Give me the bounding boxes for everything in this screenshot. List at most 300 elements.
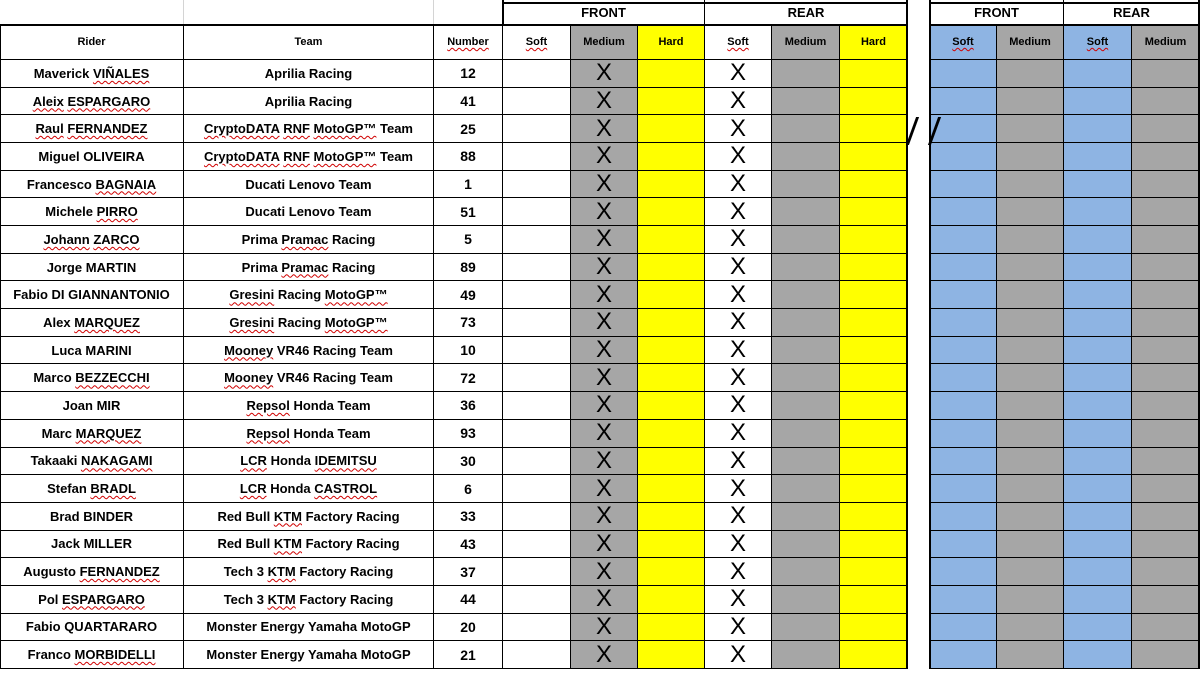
front2-medium-cell[interactable] bbox=[997, 60, 1064, 88]
front2-medium-cell[interactable] bbox=[997, 586, 1064, 614]
rear-medium-cell[interactable] bbox=[772, 60, 840, 88]
front2-soft-cell[interactable] bbox=[930, 88, 997, 116]
team-cell[interactable] bbox=[184, 558, 434, 586]
team-cell[interactable] bbox=[184, 531, 434, 559]
front-hard-cell[interactable] bbox=[638, 143, 705, 171]
rear-medium-cell[interactable] bbox=[772, 475, 840, 503]
rear-soft-cell[interactable] bbox=[705, 143, 772, 171]
team-cell[interactable] bbox=[184, 281, 434, 309]
rider-cell[interactable] bbox=[0, 364, 184, 392]
rear2-medium-cell[interactable] bbox=[1132, 420, 1200, 448]
team-cell[interactable] bbox=[184, 337, 434, 365]
rear-hard-cell[interactable] bbox=[840, 558, 908, 586]
front2-soft-cell[interactable] bbox=[930, 641, 997, 669]
front-hard-cell[interactable] bbox=[638, 586, 705, 614]
front-medium-cell[interactable] bbox=[571, 254, 638, 282]
rear-soft-cell[interactable] bbox=[705, 254, 772, 282]
rear-soft-cell[interactable] bbox=[705, 420, 772, 448]
front-medium-cell[interactable] bbox=[571, 60, 638, 88]
front-medium-cell[interactable] bbox=[571, 171, 638, 199]
number-cell[interactable] bbox=[434, 364, 503, 392]
rear-medium-cell[interactable] bbox=[772, 448, 840, 476]
front-soft-cell[interactable] bbox=[503, 364, 571, 392]
rear-medium-cell[interactable] bbox=[772, 364, 840, 392]
front-medium-cell[interactable] bbox=[571, 115, 638, 143]
front-hard-cell[interactable] bbox=[638, 420, 705, 448]
front2-medium-cell[interactable] bbox=[997, 115, 1064, 143]
number-cell[interactable] bbox=[434, 281, 503, 309]
front2-medium-cell[interactable] bbox=[997, 475, 1064, 503]
rear-medium-cell[interactable] bbox=[772, 143, 840, 171]
front-soft-cell[interactable] bbox=[503, 171, 571, 199]
rear2-medium-cell[interactable] bbox=[1132, 254, 1200, 282]
front-medium-cell[interactable] bbox=[571, 531, 638, 559]
front2-medium-cell[interactable] bbox=[997, 364, 1064, 392]
front2-soft-cell[interactable] bbox=[930, 171, 997, 199]
front-medium-header[interactable] bbox=[571, 25, 638, 60]
rear2-medium-cell[interactable] bbox=[1132, 143, 1200, 171]
front-hard-cell[interactable] bbox=[638, 198, 705, 226]
front-soft-cell[interactable] bbox=[503, 337, 571, 365]
front-medium-cell[interactable] bbox=[571, 226, 638, 254]
rear2-soft-cell[interactable] bbox=[1064, 143, 1132, 171]
front-hard-cell[interactable] bbox=[638, 558, 705, 586]
front2-medium-cell[interactable] bbox=[997, 281, 1064, 309]
rider-cell[interactable] bbox=[0, 337, 184, 365]
front2-medium-cell[interactable] bbox=[997, 309, 1064, 337]
front2-soft-cell[interactable] bbox=[930, 420, 997, 448]
number-cell[interactable] bbox=[434, 558, 503, 586]
front2-soft-cell[interactable] bbox=[930, 337, 997, 365]
rear-medium-header[interactable] bbox=[772, 25, 840, 60]
rear2-medium-cell[interactable] bbox=[1132, 503, 1200, 531]
front2-soft-header[interactable] bbox=[930, 25, 997, 60]
team-cell[interactable] bbox=[184, 309, 434, 337]
rider-cell[interactable] bbox=[0, 392, 184, 420]
rear2-soft-cell[interactable] bbox=[1064, 586, 1132, 614]
rear-hard-cell[interactable] bbox=[840, 420, 908, 448]
rear-hard-cell[interactable] bbox=[840, 392, 908, 420]
rear-medium-cell[interactable] bbox=[772, 281, 840, 309]
front2-soft-cell[interactable] bbox=[930, 586, 997, 614]
rear2-medium-cell[interactable] bbox=[1132, 586, 1200, 614]
front2-medium-cell[interactable] bbox=[997, 420, 1064, 448]
rider-cell[interactable] bbox=[0, 171, 184, 199]
team-cell[interactable] bbox=[184, 171, 434, 199]
front2-soft-cell[interactable] bbox=[930, 364, 997, 392]
number-cell[interactable] bbox=[434, 143, 503, 171]
front2-medium-cell[interactable] bbox=[997, 641, 1064, 669]
front-soft-cell[interactable] bbox=[503, 392, 571, 420]
rear-soft-cell[interactable] bbox=[705, 641, 772, 669]
rear-hard-cell[interactable] bbox=[840, 198, 908, 226]
front2-medium-cell[interactable] bbox=[997, 226, 1064, 254]
front2-soft-cell[interactable] bbox=[930, 503, 997, 531]
front2-medium-cell[interactable] bbox=[997, 531, 1064, 559]
rear-hard-cell[interactable] bbox=[840, 448, 908, 476]
rear-soft-cell[interactable] bbox=[705, 392, 772, 420]
rear2-medium-cell[interactable] bbox=[1132, 115, 1200, 143]
rear-medium-cell[interactable] bbox=[772, 641, 840, 669]
rear2-medium-cell[interactable] bbox=[1132, 364, 1200, 392]
rear2-soft-cell[interactable] bbox=[1064, 254, 1132, 282]
team-cell[interactable] bbox=[184, 392, 434, 420]
front2-soft-cell[interactable] bbox=[930, 558, 997, 586]
front-hard-cell[interactable] bbox=[638, 364, 705, 392]
rear-soft-cell[interactable] bbox=[705, 503, 772, 531]
front-soft-cell[interactable] bbox=[503, 503, 571, 531]
rear-medium-cell[interactable] bbox=[772, 420, 840, 448]
front-hard-cell[interactable] bbox=[638, 115, 705, 143]
front-hard-header[interactable] bbox=[638, 25, 705, 60]
team-column-header[interactable] bbox=[184, 25, 434, 60]
rider-cell[interactable] bbox=[0, 254, 184, 282]
front2-soft-cell[interactable] bbox=[930, 254, 997, 282]
rear2-medium-cell[interactable] bbox=[1132, 281, 1200, 309]
rear-medium-cell[interactable] bbox=[772, 198, 840, 226]
rider-cell[interactable] bbox=[0, 226, 184, 254]
rear-soft-cell[interactable] bbox=[705, 281, 772, 309]
rider-cell[interactable] bbox=[0, 143, 184, 171]
front2-soft-cell[interactable] bbox=[930, 614, 997, 642]
front-soft-cell[interactable] bbox=[503, 420, 571, 448]
rear2-soft-cell[interactable] bbox=[1064, 226, 1132, 254]
rear2-medium-cell[interactable] bbox=[1132, 392, 1200, 420]
rear-hard-cell[interactable] bbox=[840, 531, 908, 559]
number-cell[interactable] bbox=[434, 254, 503, 282]
empty-cell-c1[interactable] bbox=[434, 0, 503, 25]
rear-hard-header[interactable] bbox=[840, 25, 908, 60]
rear2-soft-cell[interactable] bbox=[1064, 420, 1132, 448]
front-soft-cell[interactable] bbox=[503, 254, 571, 282]
number-cell[interactable] bbox=[434, 198, 503, 226]
rear-hard-cell[interactable] bbox=[840, 309, 908, 337]
rear-hard-cell[interactable] bbox=[840, 337, 908, 365]
rear-hard-cell[interactable] bbox=[840, 143, 908, 171]
rear2-medium-cell[interactable] bbox=[1132, 171, 1200, 199]
rider-column-header[interactable] bbox=[0, 25, 184, 60]
front-medium-cell[interactable] bbox=[571, 143, 638, 171]
rear2-soft-cell[interactable] bbox=[1064, 448, 1132, 476]
rear-medium-cell[interactable] bbox=[772, 171, 840, 199]
front2-soft-cell[interactable] bbox=[930, 143, 997, 171]
front2-soft-cell[interactable] bbox=[930, 60, 997, 88]
number-cell[interactable] bbox=[434, 448, 503, 476]
rider-cell[interactable] bbox=[0, 641, 184, 669]
rear2-soft-cell[interactable] bbox=[1064, 171, 1132, 199]
front-soft-cell[interactable] bbox=[503, 531, 571, 559]
front-soft-cell[interactable] bbox=[503, 558, 571, 586]
rider-cell[interactable] bbox=[0, 309, 184, 337]
front2-soft-cell[interactable] bbox=[930, 198, 997, 226]
number-cell[interactable] bbox=[434, 226, 503, 254]
front2-medium-cell[interactable] bbox=[997, 143, 1064, 171]
number-cell[interactable] bbox=[434, 420, 503, 448]
rear-soft-cell[interactable] bbox=[705, 558, 772, 586]
rider-cell[interactable] bbox=[0, 475, 184, 503]
rear-soft-cell[interactable] bbox=[705, 198, 772, 226]
rear2-soft-cell[interactable] bbox=[1064, 281, 1132, 309]
rear-hard-cell[interactable] bbox=[840, 364, 908, 392]
rear2-soft-cell[interactable] bbox=[1064, 503, 1132, 531]
rear-hard-cell[interactable] bbox=[840, 88, 908, 116]
team-cell[interactable] bbox=[184, 586, 434, 614]
front-hard-cell[interactable] bbox=[638, 448, 705, 476]
team-cell[interactable] bbox=[184, 88, 434, 116]
front2-medium-header[interactable] bbox=[997, 25, 1064, 60]
front-medium-cell[interactable] bbox=[571, 337, 638, 365]
front-hard-cell[interactable] bbox=[638, 226, 705, 254]
rear-hard-cell[interactable] bbox=[840, 60, 908, 88]
front-hard-cell[interactable] bbox=[638, 531, 705, 559]
number-cell[interactable] bbox=[434, 60, 503, 88]
number-cell[interactable] bbox=[434, 115, 503, 143]
rear2-medium-cell[interactable] bbox=[1132, 558, 1200, 586]
front-medium-cell[interactable] bbox=[571, 88, 638, 116]
rear-soft-cell[interactable] bbox=[705, 475, 772, 503]
front2-medium-cell[interactable] bbox=[997, 558, 1064, 586]
rear-soft-cell[interactable] bbox=[705, 448, 772, 476]
team-cell[interactable] bbox=[184, 364, 434, 392]
rider-cell[interactable] bbox=[0, 115, 184, 143]
rear-hard-cell[interactable] bbox=[840, 171, 908, 199]
rear-soft-cell[interactable] bbox=[705, 531, 772, 559]
rear2-medium-cell[interactable] bbox=[1132, 337, 1200, 365]
front-medium-cell[interactable] bbox=[571, 281, 638, 309]
rear-hard-cell[interactable] bbox=[840, 475, 908, 503]
rear2-medium-cell[interactable] bbox=[1132, 309, 1200, 337]
rear-soft-cell[interactable] bbox=[705, 226, 772, 254]
empty-cell-b1[interactable] bbox=[184, 0, 434, 25]
front2-medium-cell[interactable] bbox=[997, 392, 1064, 420]
front-hard-cell[interactable] bbox=[638, 88, 705, 116]
rear2-soft-cell[interactable] bbox=[1064, 614, 1132, 642]
front-medium-cell[interactable] bbox=[571, 198, 638, 226]
rear2-soft-cell[interactable] bbox=[1064, 198, 1132, 226]
front-soft-cell[interactable] bbox=[503, 309, 571, 337]
front-soft-cell[interactable] bbox=[503, 226, 571, 254]
rear2-soft-cell[interactable] bbox=[1064, 337, 1132, 365]
rear-hard-cell[interactable] bbox=[840, 614, 908, 642]
front-hard-cell[interactable] bbox=[638, 281, 705, 309]
rear-soft-cell[interactable] bbox=[705, 88, 772, 116]
rear-hard-cell[interactable] bbox=[840, 503, 908, 531]
rear-medium-cell[interactable] bbox=[772, 254, 840, 282]
rear-soft-cell[interactable] bbox=[705, 60, 772, 88]
front-medium-cell[interactable] bbox=[571, 558, 638, 586]
rear-soft-cell[interactable] bbox=[705, 115, 772, 143]
rear2-medium-cell[interactable] bbox=[1132, 60, 1200, 88]
rear-medium-cell[interactable] bbox=[772, 115, 840, 143]
front2-soft-cell[interactable] bbox=[930, 475, 997, 503]
team-cell[interactable] bbox=[184, 641, 434, 669]
rear-soft-cell[interactable] bbox=[705, 364, 772, 392]
front-hard-cell[interactable] bbox=[638, 309, 705, 337]
number-cell[interactable] bbox=[434, 641, 503, 669]
rear2-medium-cell[interactable] bbox=[1132, 531, 1200, 559]
rear2-soft-cell[interactable] bbox=[1064, 558, 1132, 586]
front2-medium-cell[interactable] bbox=[997, 171, 1064, 199]
rear2-medium-cell[interactable] bbox=[1132, 641, 1200, 669]
rear2-soft-cell[interactable] bbox=[1064, 88, 1132, 116]
team-cell[interactable] bbox=[184, 198, 434, 226]
number-cell[interactable] bbox=[434, 614, 503, 642]
front-soft-header[interactable] bbox=[503, 25, 571, 60]
team-cell[interactable] bbox=[184, 614, 434, 642]
front2-medium-cell[interactable] bbox=[997, 503, 1064, 531]
front-medium-cell[interactable] bbox=[571, 364, 638, 392]
front2-medium-cell[interactable] bbox=[997, 254, 1064, 282]
rear-hard-cell[interactable] bbox=[840, 586, 908, 614]
rider-cell[interactable] bbox=[0, 558, 184, 586]
rear2-soft-cell[interactable] bbox=[1064, 641, 1132, 669]
front-medium-cell[interactable] bbox=[571, 420, 638, 448]
rear-medium-cell[interactable] bbox=[772, 586, 840, 614]
team-cell[interactable] bbox=[184, 475, 434, 503]
team-cell[interactable] bbox=[184, 254, 434, 282]
rear-medium-cell[interactable] bbox=[772, 309, 840, 337]
front-hard-cell[interactable] bbox=[638, 614, 705, 642]
number-cell[interactable] bbox=[434, 586, 503, 614]
front2-medium-cell[interactable] bbox=[997, 337, 1064, 365]
front-medium-cell[interactable] bbox=[571, 586, 638, 614]
front-soft-cell[interactable] bbox=[503, 586, 571, 614]
rider-cell[interactable] bbox=[0, 448, 184, 476]
team-cell[interactable] bbox=[184, 60, 434, 88]
rear-hard-cell[interactable] bbox=[840, 641, 908, 669]
team-cell[interactable] bbox=[184, 420, 434, 448]
team-cell[interactable] bbox=[184, 226, 434, 254]
rear2-medium-cell[interactable] bbox=[1132, 614, 1200, 642]
rear-medium-cell[interactable] bbox=[772, 226, 840, 254]
front-soft-cell[interactable] bbox=[503, 448, 571, 476]
team-cell[interactable] bbox=[184, 448, 434, 476]
rear-medium-cell[interactable] bbox=[772, 503, 840, 531]
rider-cell[interactable] bbox=[0, 88, 184, 116]
rider-cell[interactable] bbox=[0, 60, 184, 88]
rear-soft-cell[interactable] bbox=[705, 586, 772, 614]
rear-medium-cell[interactable] bbox=[772, 337, 840, 365]
front2-soft-cell[interactable] bbox=[930, 448, 997, 476]
rear2-soft-cell[interactable] bbox=[1064, 60, 1132, 88]
rear-hard-cell[interactable] bbox=[840, 115, 908, 143]
front2-soft-cell[interactable] bbox=[930, 226, 997, 254]
front-soft-cell[interactable] bbox=[503, 281, 571, 309]
rear2-soft-cell[interactable] bbox=[1064, 309, 1132, 337]
rider-cell[interactable] bbox=[0, 614, 184, 642]
number-cell[interactable] bbox=[434, 475, 503, 503]
front2-medium-cell[interactable] bbox=[997, 88, 1064, 116]
front-soft-cell[interactable] bbox=[503, 198, 571, 226]
team-cell[interactable] bbox=[184, 143, 434, 171]
rear2-medium-cell[interactable] bbox=[1132, 198, 1200, 226]
number-column-header[interactable] bbox=[434, 25, 503, 60]
rear-medium-cell[interactable] bbox=[772, 614, 840, 642]
rear2-medium-cell[interactable] bbox=[1132, 475, 1200, 503]
rear2-soft-cell[interactable] bbox=[1064, 475, 1132, 503]
rear-soft-cell[interactable] bbox=[705, 171, 772, 199]
front2-soft-cell[interactable] bbox=[930, 531, 997, 559]
front-soft-cell[interactable] bbox=[503, 60, 571, 88]
number-cell[interactable] bbox=[434, 171, 503, 199]
front-hard-cell[interactable] bbox=[638, 60, 705, 88]
front-medium-cell[interactable] bbox=[571, 614, 638, 642]
rear2-soft-header[interactable] bbox=[1064, 25, 1132, 60]
front-hard-cell[interactable] bbox=[638, 392, 705, 420]
rear2-medium-cell[interactable] bbox=[1132, 226, 1200, 254]
rider-cell[interactable] bbox=[0, 586, 184, 614]
front-soft-cell[interactable] bbox=[503, 115, 571, 143]
front-soft-cell[interactable] bbox=[503, 88, 571, 116]
number-cell[interactable] bbox=[434, 392, 503, 420]
rear-soft-cell[interactable] bbox=[705, 614, 772, 642]
rear2-medium-header[interactable] bbox=[1132, 25, 1200, 60]
rear-hard-cell[interactable] bbox=[840, 281, 908, 309]
front-hard-cell[interactable] bbox=[638, 171, 705, 199]
front2-soft-cell[interactable] bbox=[930, 392, 997, 420]
number-cell[interactable] bbox=[434, 88, 503, 116]
rear-soft-cell[interactable] bbox=[705, 337, 772, 365]
front-hard-cell[interactable] bbox=[638, 254, 705, 282]
front-hard-cell[interactable] bbox=[638, 641, 705, 669]
rear2-soft-cell[interactable] bbox=[1064, 392, 1132, 420]
rider-cell[interactable] bbox=[0, 531, 184, 559]
front2-medium-cell[interactable] bbox=[997, 448, 1064, 476]
team-cell[interactable] bbox=[184, 503, 434, 531]
team-cell[interactable] bbox=[184, 115, 434, 143]
rear-medium-cell[interactable] bbox=[772, 392, 840, 420]
rear2-soft-cell[interactable] bbox=[1064, 364, 1132, 392]
number-cell[interactable] bbox=[434, 531, 503, 559]
front2-medium-cell[interactable] bbox=[997, 614, 1064, 642]
rear-hard-cell[interactable] bbox=[840, 226, 908, 254]
rear2-soft-cell[interactable] bbox=[1064, 115, 1132, 143]
empty-cell-a1[interactable] bbox=[0, 0, 184, 25]
rear2-soft-cell[interactable] bbox=[1064, 531, 1132, 559]
front2-soft-cell[interactable] bbox=[930, 281, 997, 309]
front-medium-cell[interactable] bbox=[571, 309, 638, 337]
front-medium-cell[interactable] bbox=[571, 475, 638, 503]
rider-cell[interactable] bbox=[0, 281, 184, 309]
front-medium-cell[interactable] bbox=[571, 392, 638, 420]
front-soft-cell[interactable] bbox=[503, 475, 571, 503]
rear-soft-header[interactable] bbox=[705, 25, 772, 60]
front2-soft-cell[interactable] bbox=[930, 309, 997, 337]
number-cell[interactable] bbox=[434, 503, 503, 531]
front-medium-cell[interactable] bbox=[571, 503, 638, 531]
rear-medium-cell[interactable] bbox=[772, 531, 840, 559]
number-cell[interactable] bbox=[434, 309, 503, 337]
front-soft-cell[interactable] bbox=[503, 143, 571, 171]
rear2-medium-cell[interactable] bbox=[1132, 448, 1200, 476]
rear-medium-cell[interactable] bbox=[772, 558, 840, 586]
rider-cell[interactable] bbox=[0, 198, 184, 226]
front-hard-cell[interactable] bbox=[638, 475, 705, 503]
rear-medium-cell[interactable] bbox=[772, 88, 840, 116]
rear2-medium-cell[interactable] bbox=[1132, 88, 1200, 116]
front-medium-cell[interactable] bbox=[571, 641, 638, 669]
front-medium-cell[interactable] bbox=[571, 448, 638, 476]
rear-hard-cell[interactable] bbox=[840, 254, 908, 282]
rider-cell[interactable] bbox=[0, 420, 184, 448]
front-hard-cell[interactable] bbox=[638, 503, 705, 531]
rider-cell[interactable] bbox=[0, 503, 184, 531]
rear-soft-cell[interactable] bbox=[705, 309, 772, 337]
front-soft-cell[interactable] bbox=[503, 614, 571, 642]
front-soft-cell[interactable] bbox=[503, 641, 571, 669]
front2-medium-cell[interactable] bbox=[997, 198, 1064, 226]
front-hard-cell[interactable] bbox=[638, 337, 705, 365]
